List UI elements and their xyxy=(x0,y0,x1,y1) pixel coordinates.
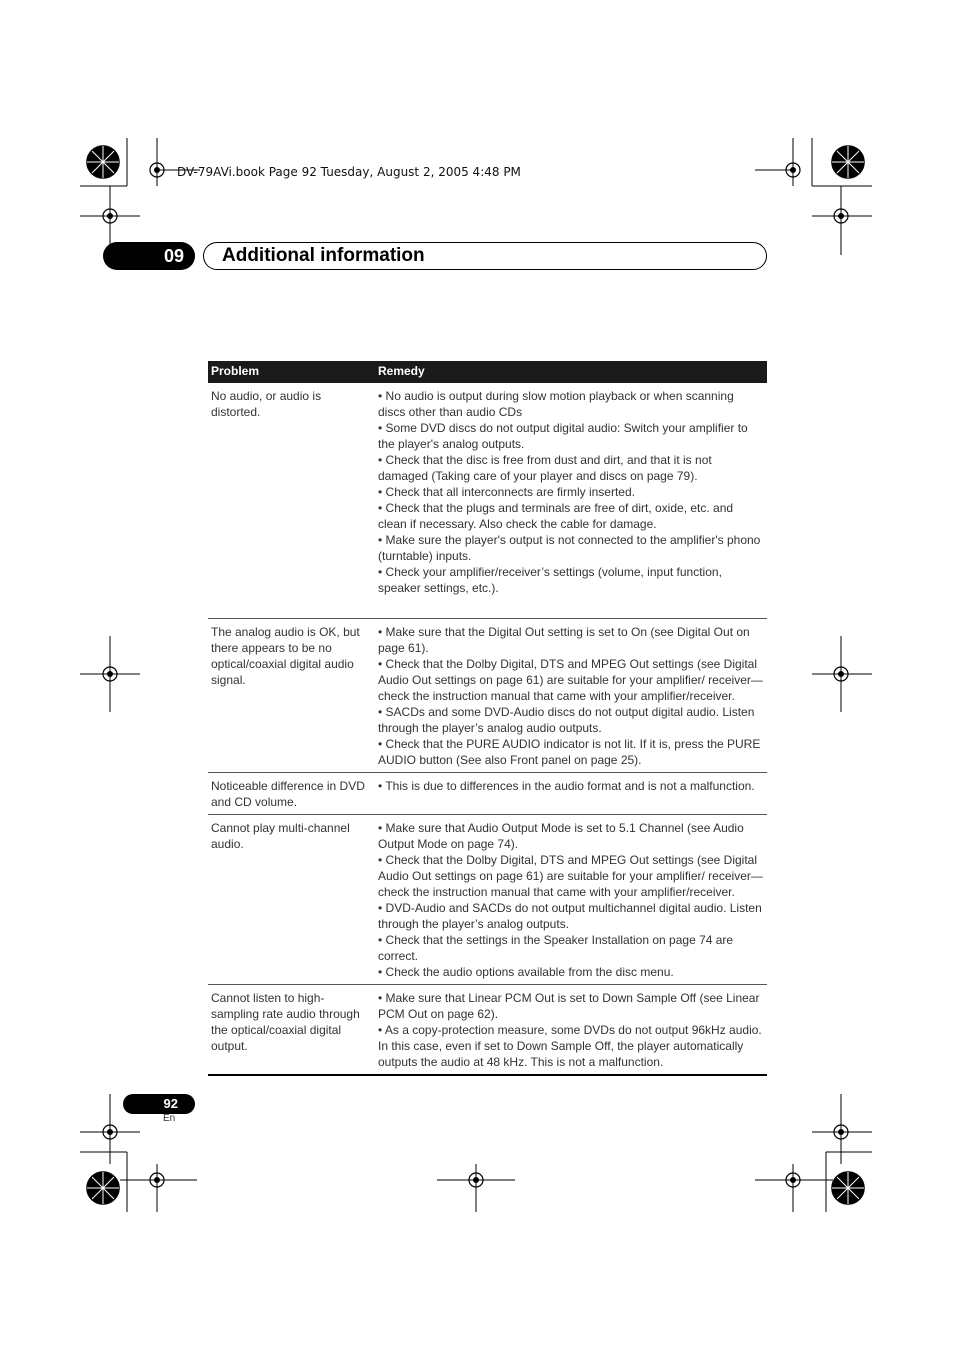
remedy-item: • Check that the PURE AUDIO indicator is not lit. If it is, press the PURE AUDIO button (See also Front panel on page 25). xyxy=(378,737,761,767)
remedy-item: • Check that the disc is free from dust and dirt, and that it is not damaged (Taking care of your player and discs on page 79). xyxy=(378,453,712,483)
remedy-item: • SACDs and some DVD-Audio discs do not output digital audio. Listen through the player’s analog audio outputs. xyxy=(378,705,755,735)
remedy-item: • Check that all interconnects are firmly inserted. xyxy=(378,485,635,499)
remedy-item: • Make sure that Audio Output Mode is set to 5.1 Channel (see Audio Output Mode on page 74). xyxy=(378,821,744,851)
problem-cell: Cannot play multi-channel audio. xyxy=(208,815,375,985)
remedy-cell xyxy=(375,383,767,619)
table-row xyxy=(208,985,767,1076)
remedy-item: • No audio is output during slow motion playback or when scanning discs other than audio CDs xyxy=(378,389,734,419)
chapter-title: Additional information xyxy=(222,245,425,266)
problem-cell: No audio, or audio is distorted. xyxy=(211,389,322,419)
page-language: En xyxy=(163,1113,176,1124)
remedy-item: • DVD-Audio and SACDs do not output multichannel digital audio. Listen through the player’s analog outputs. xyxy=(378,901,762,931)
book-file-info: DV-79AVi.book Page 92 Tuesday, August 2, 2005 4:48 PM xyxy=(177,165,521,179)
chapter-number-badge xyxy=(103,242,195,270)
remedy-cell xyxy=(375,619,767,773)
problem-cell: The analog audio is OK, but there appears to be no optical/coaxial digital audio signal. xyxy=(208,619,375,773)
remedy-item: • Check that the Dolby Digital, DTS and MPEG Out settings (see Digital Audio Out settings on page 61) are suitable for your amplifier/ receiver—check the instruction manual that came with your amplifier/receiver. xyxy=(378,657,763,703)
remedy-item: • Some DVD discs do not output digital audio: Switch your amplifier to the player's analog outputs. xyxy=(378,421,748,451)
chapter-number: 09 xyxy=(163,246,184,266)
troubleshooting-table xyxy=(208,361,767,1076)
column-header-problem: Problem xyxy=(208,361,375,383)
remedy-item: • Make sure that Linear PCM Out is set to Down Sample Off (see Linear PCM Out on page 62). xyxy=(378,991,760,1021)
chapter-title-box xyxy=(203,242,767,270)
remedy-item: • Check the audio options available from the disc menu. xyxy=(378,965,674,979)
remedy-item: • Check that the settings in the Speaker Installation on page 74 are correct. xyxy=(378,933,734,963)
table-row xyxy=(208,383,767,619)
remedy-item: • Check your amplifier/receiver’s settings (volume, input function, speaker settings, etc.). xyxy=(378,565,722,595)
remedy-item: • Check that the plugs and terminals are free of dirt, oxide, etc. and clean if necessary. Also check the cable for damage. xyxy=(378,501,734,531)
remedy-cell xyxy=(375,773,767,815)
table-row xyxy=(208,773,767,815)
table-row xyxy=(208,815,767,985)
remedy-item: • This is due to differences in the audio format and is not a malfunction. xyxy=(378,779,755,793)
table-row xyxy=(208,619,767,773)
remedy-cell xyxy=(375,985,767,1076)
page-number: 92 xyxy=(163,1096,178,1111)
remedy-item: • As a copy-protection measure, some DVDs do not output 96kHz audio. In this case, even if set to Down Sample Off, the player automatically outputs the audio at 48 kHz. This is not a malfunction. xyxy=(378,1023,762,1069)
column-header-remedy: Remedy xyxy=(375,361,767,383)
remedy-item: • Make sure that the Digital Out setting is set to On (see Digital Out on page 61). xyxy=(378,625,750,655)
problem-cell: Cannot listen to high-sampling rate audio through the optical/coaxial digital output. xyxy=(208,985,375,1076)
table-header-row xyxy=(208,361,767,383)
remedy-cell xyxy=(375,815,767,985)
problem-cell: Noticeable difference in DVD and CD volume. xyxy=(208,773,375,815)
remedy-item: • Check that the Dolby Digital, DTS and MPEG Out settings (see Digital Audio Out settings on page 61) are suitable for your amplifier/ receiver—check the instruction manual that came with your amplifier/receiver. xyxy=(378,853,763,899)
page-number-badge xyxy=(123,1094,195,1114)
remedy-item: • Make sure the player's output is not connected to the amplifier's phono (turntable) inputs. xyxy=(378,533,761,563)
